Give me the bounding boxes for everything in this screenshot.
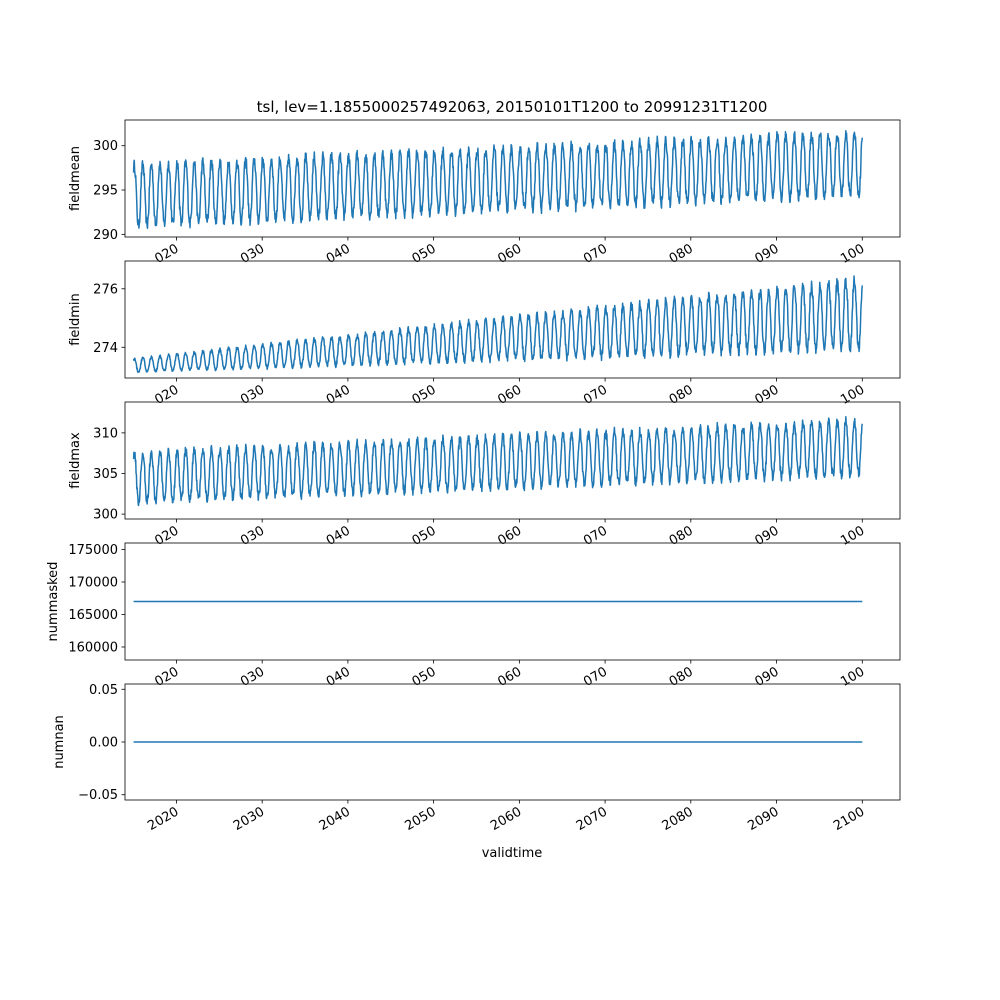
x-tick-label: 020 [152, 382, 182, 408]
x-tick-label: 100 [838, 382, 868, 408]
x-tick-label: 100 [838, 523, 868, 549]
x-tick-label: 070 [581, 241, 611, 267]
y-tick-label: 300 [93, 139, 118, 155]
y-tick-label: 165000 [68, 608, 118, 623]
y-tick-label: 305 [93, 467, 118, 482]
x-tick-label: 2060 [488, 804, 525, 835]
y-tick-label: 300 [93, 507, 118, 523]
x-tick-label: 060 [495, 382, 525, 408]
y-axis-label: fieldmax [68, 432, 83, 489]
y-tick-label: 290 [93, 227, 118, 243]
x-tick-label: 090 [752, 664, 782, 690]
x-tick-label: 080 [666, 241, 696, 267]
x-axis-label: validtime [481, 846, 543, 861]
x-tick-label: 2070 [573, 804, 611, 835]
x-tick-label: 050 [409, 382, 439, 408]
y-tick-label: 0.05 [89, 682, 118, 698]
y-axis-label: nummasked [46, 561, 61, 642]
x-tick-label: 040 [323, 664, 353, 690]
y-tick-label: 170000 [68, 575, 118, 591]
x-tick-label: 060 [495, 664, 525, 690]
x-tick-label: 030 [238, 523, 268, 549]
x-tick-label: 070 [581, 664, 611, 690]
figure-title: tsl, lev=1.1855000257492063, 20150101T1200 to 20991231T1200 [256, 98, 768, 116]
x-tick-label: 100 [838, 241, 868, 267]
x-tick-label: 2040 [316, 804, 353, 835]
x-tick-label: 080 [666, 382, 696, 408]
y-tick-label: 160000 [68, 640, 118, 656]
x-tick-label: 050 [409, 523, 439, 549]
y-axis-label: fieldmean [68, 146, 83, 211]
x-tick-label: 2090 [745, 804, 782, 835]
x-tick-label: 070 [581, 382, 611, 408]
x-tick-label: 050 [409, 664, 439, 690]
x-tick-label: 080 [666, 664, 696, 690]
x-tick-label: 040 [323, 523, 353, 549]
x-tick-label: 020 [152, 664, 182, 690]
y-axis-label: numnan [52, 715, 67, 769]
x-tick-label: 030 [238, 382, 268, 408]
x-tick-label: 060 [495, 241, 525, 267]
y-tick-label: 175000 [68, 543, 118, 558]
y-tick-label: −0.05 [78, 788, 118, 804]
x-tick-label: 2050 [402, 804, 439, 835]
x-tick-label: 040 [323, 382, 353, 408]
x-tick-label: 090 [752, 523, 782, 549]
y-tick-label: 295 [93, 183, 118, 199]
x-tick-label: 2080 [659, 804, 696, 835]
x-tick-label: 050 [409, 241, 439, 267]
x-tick-label: 100 [838, 664, 868, 690]
y-tick-label: 0.00 [89, 735, 118, 751]
x-tick-label: 2100 [831, 804, 868, 835]
y-tick-label: 274 [93, 340, 118, 356]
x-tick-label: 090 [752, 382, 782, 408]
x-tick-label: 090 [752, 241, 782, 267]
x-tick-label: 020 [152, 523, 182, 549]
y-tick-label: 310 [93, 426, 118, 442]
x-tick-label: 070 [581, 523, 611, 549]
x-tick-label: 080 [666, 523, 696, 549]
x-tick-label: 2030 [231, 804, 268, 835]
y-tick-label: 276 [93, 282, 118, 298]
x-tick-label: 2020 [145, 804, 182, 835]
x-tick-label: 040 [323, 241, 353, 267]
x-tick-label: 060 [495, 523, 525, 549]
x-tick-label: 030 [238, 664, 268, 690]
y-axis-label: fieldmin [68, 293, 83, 346]
x-tick-label: 020 [152, 241, 182, 267]
x-tick-label: 030 [238, 241, 268, 267]
